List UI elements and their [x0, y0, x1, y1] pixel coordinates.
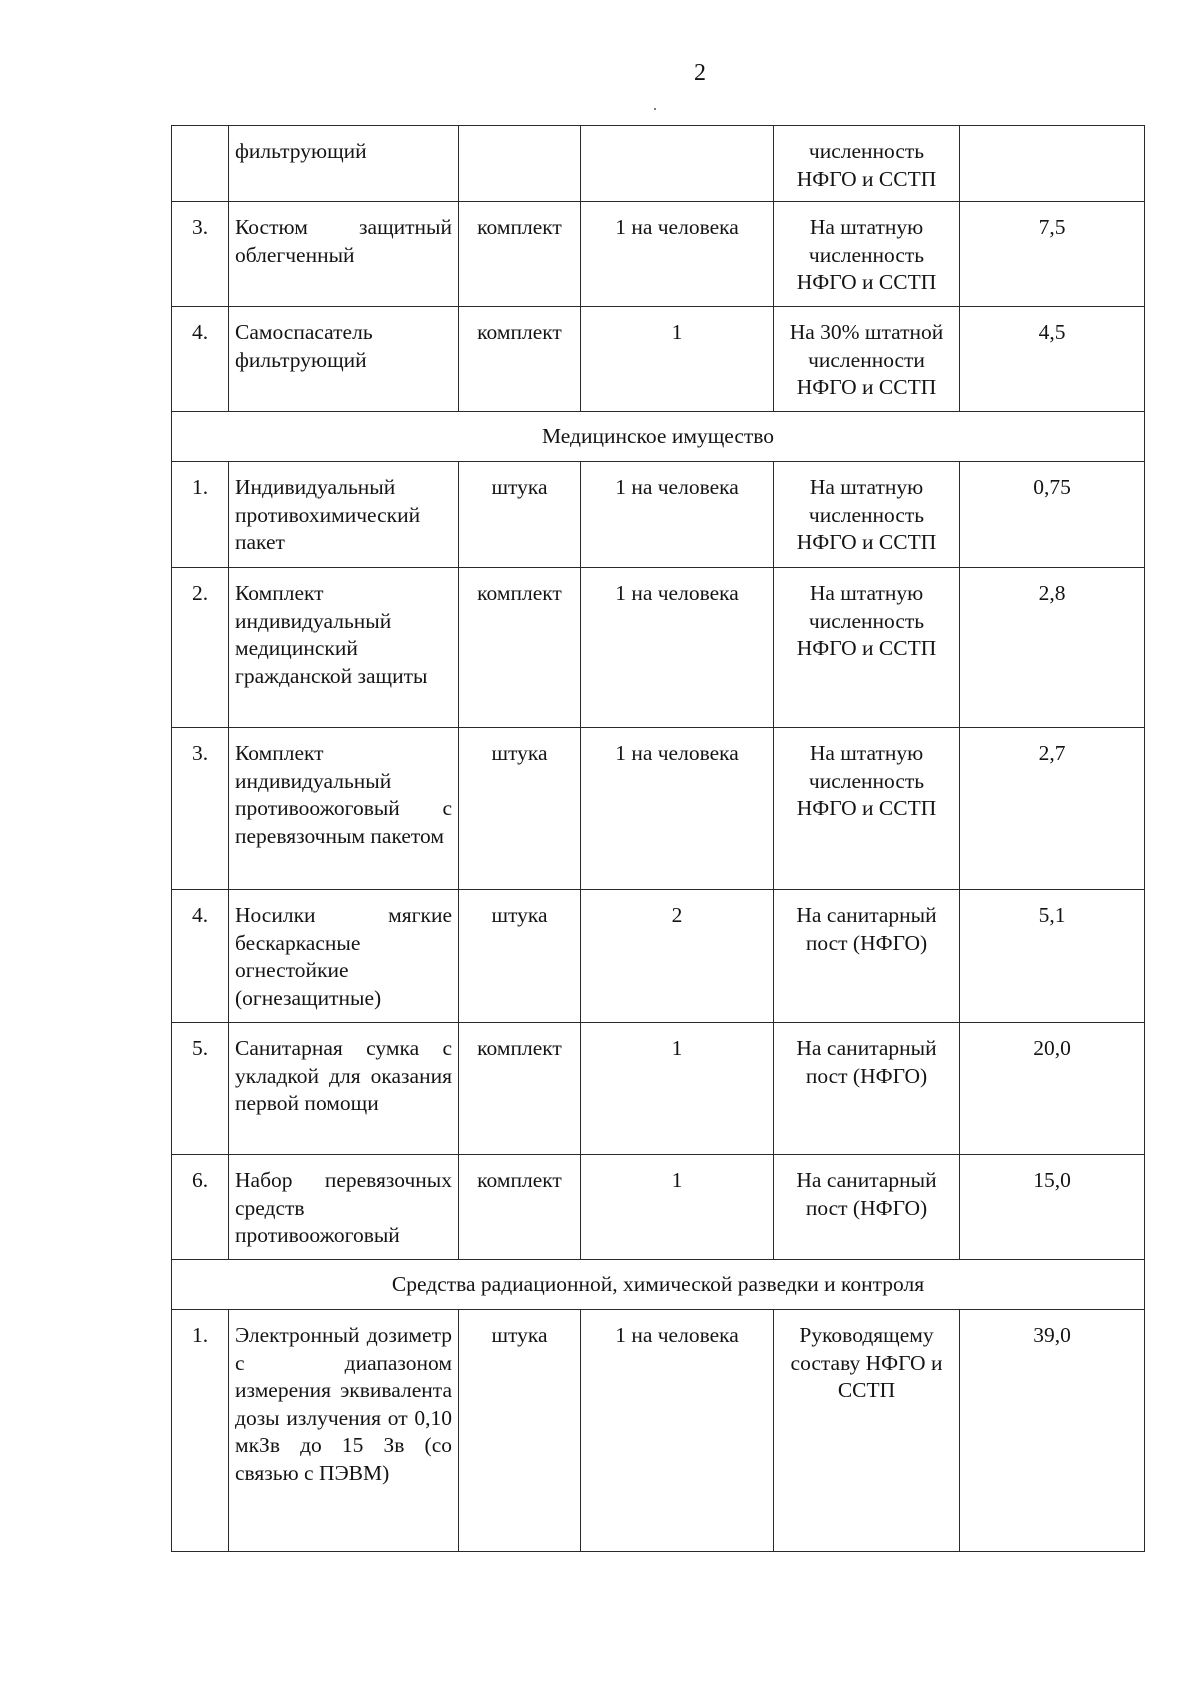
table-row	[172, 568, 1145, 728]
table-row	[172, 728, 1145, 890]
item-number-cell: 5.	[172, 1023, 229, 1155]
value-cell: 7,5	[960, 202, 1145, 307]
recipient-cell: численность НФГО и ССТП	[774, 126, 960, 202]
value-cell: 15,0	[960, 1155, 1145, 1260]
unit-cell: комплект	[459, 568, 581, 728]
value-cell: 5,1	[960, 890, 1145, 1023]
page-number: 2	[694, 60, 706, 86]
unit-cell: комплект	[459, 202, 581, 307]
value-cell: 2,7	[960, 728, 1145, 890]
item-name-cell: Комплект индивидуальный медицинский гражданской защиты	[229, 568, 459, 728]
table-row	[172, 1155, 1145, 1260]
item-name-cell: Индивидуальный противохимический пакет	[229, 462, 459, 568]
value-cell	[960, 126, 1145, 202]
norm-cell: 1	[581, 307, 774, 412]
equipment-norms-table	[171, 125, 1145, 1552]
value-cell: 4,5	[960, 307, 1145, 412]
norm-cell: 1 на человека	[581, 568, 774, 728]
item-number-cell: 6.	[172, 1155, 229, 1260]
item-number-cell	[172, 126, 229, 202]
table-body	[172, 126, 1145, 1552]
table-row	[172, 126, 1145, 202]
recipient-cell: На штатную численность НФГО и ССТП	[774, 202, 960, 307]
section-title: Средства радиационной, химической разведки и контроля	[172, 1260, 1145, 1310]
recipient-cell: На штатную численность НФГО и ССТП	[774, 568, 960, 728]
recipient-cell: Руководящему составу НФГО и ССТП	[774, 1310, 960, 1552]
item-number-cell: 1.	[172, 1310, 229, 1552]
table-row	[172, 1310, 1145, 1552]
value-cell: 2,8	[960, 568, 1145, 728]
unit-cell: комплект	[459, 1155, 581, 1260]
item-number-cell: 4.	[172, 307, 229, 412]
section-header-row	[172, 1260, 1145, 1310]
section-header-row	[172, 412, 1145, 462]
item-number-cell: 1.	[172, 462, 229, 568]
norm-cell	[581, 126, 774, 202]
item-name-cell: Электронный дозиметр с диапазоном измерения эквивалента дозы излучения от 0,10 мкЗв до 15 Зв (со связью с ПЭВМ)	[229, 1310, 459, 1552]
unit-cell: комплект	[459, 307, 581, 412]
value-cell: 0,75	[960, 462, 1145, 568]
norm-cell: 1 на человека	[581, 462, 774, 568]
item-number-cell: 3.	[172, 728, 229, 890]
section-title: Медицинское имущество	[172, 412, 1145, 462]
table-row	[172, 890, 1145, 1023]
item-name-cell: Костюм защитный облегченный	[229, 202, 459, 307]
norm-cell: 2	[581, 890, 774, 1023]
value-cell: 20,0	[960, 1023, 1145, 1155]
item-name-cell: Носилки мягкие бескаркасные огнестойкие (огнезащитные)	[229, 890, 459, 1023]
item-number-cell: 2.	[172, 568, 229, 728]
recipient-cell: На штатную численность НФГО и ССТП	[774, 462, 960, 568]
recipient-cell: На санитарный пост (НФГО)	[774, 890, 960, 1023]
table-row	[172, 1023, 1145, 1155]
table-row	[172, 202, 1145, 307]
item-name-cell: фильтрующий	[229, 126, 459, 202]
unit-cell: комплект	[459, 1023, 581, 1155]
item-name-cell: Набор перевязочных средств противоожоговый	[229, 1155, 459, 1260]
unit-cell: штука	[459, 728, 581, 890]
norm-cell: 1	[581, 1023, 774, 1155]
item-name-cell: Санитарная сумка с укладкой для оказания первой помощи	[229, 1023, 459, 1155]
unit-cell	[459, 126, 581, 202]
norm-cell: 1 на человека	[581, 728, 774, 890]
item-number-cell: 3.	[172, 202, 229, 307]
recipient-cell: На 30% штатной численности НФГО и ССТП	[774, 307, 960, 412]
recipient-cell: На санитарный пост (НФГО)	[774, 1155, 960, 1260]
unit-cell: штука	[459, 890, 581, 1023]
unit-cell: штука	[459, 1310, 581, 1552]
item-number-cell: 4.	[172, 890, 229, 1023]
norm-cell: 1 на человека	[581, 202, 774, 307]
unit-cell: штука	[459, 462, 581, 568]
recipient-cell: На санитарный пост (НФГО)	[774, 1023, 960, 1155]
table-row	[172, 307, 1145, 412]
norm-cell: 1 на человека	[581, 1310, 774, 1552]
scan-artifact-dot	[654, 108, 656, 110]
table-row	[172, 462, 1145, 568]
recipient-cell: На штатную численность НФГО и ССТП	[774, 728, 960, 890]
value-cell: 39,0	[960, 1310, 1145, 1552]
norm-cell: 1	[581, 1155, 774, 1260]
item-name-cell: Комплект индивидуальный противоожоговый с перевязочным пакетом	[229, 728, 459, 890]
item-name-cell: Самоспасатель фильтрующий	[229, 307, 459, 412]
